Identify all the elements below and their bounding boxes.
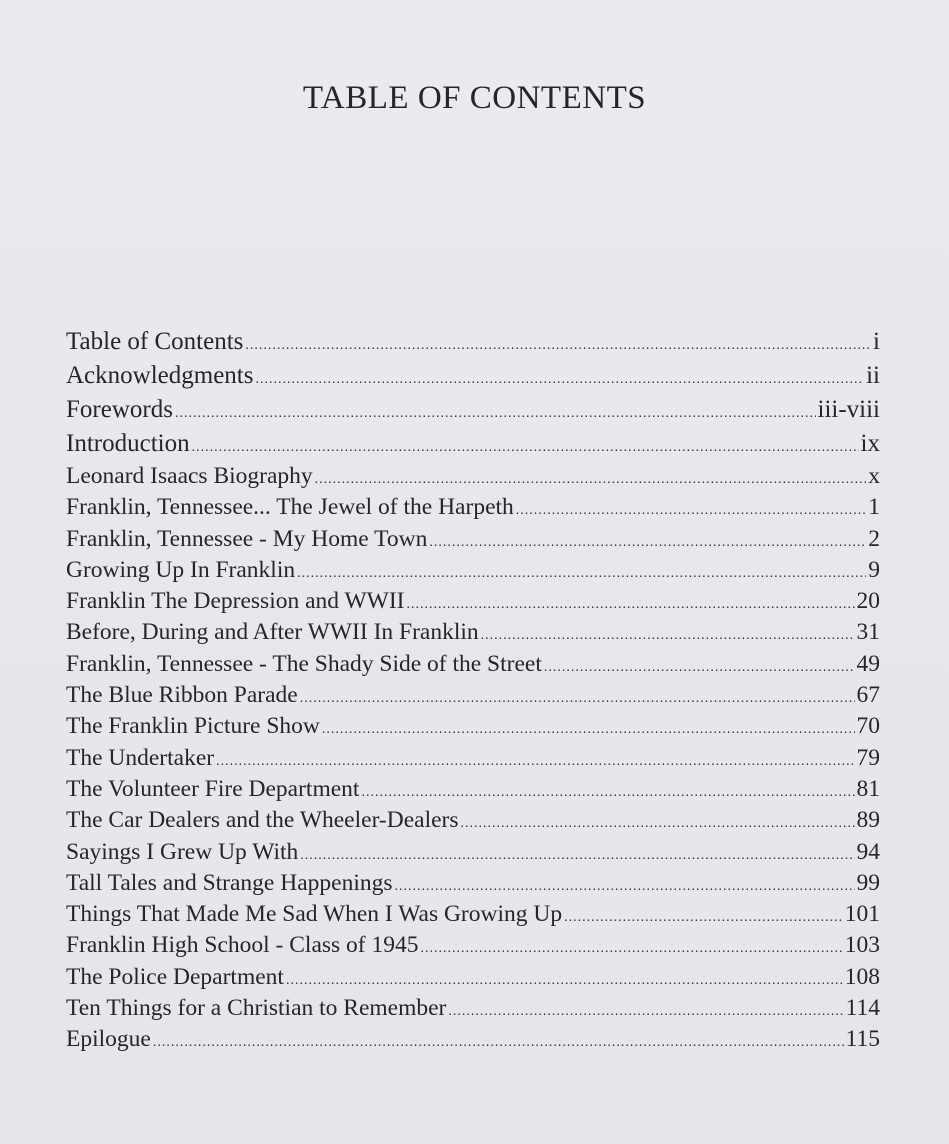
- toc-entry-title: Franklin High School - Class of 1945: [66, 932, 419, 959]
- toc-entry-page: 94: [856, 838, 880, 865]
- toc-entry: [66, 617, 880, 648]
- toc-entry-page: ix: [860, 430, 880, 457]
- toc-entry-title: Ten Things for a Christian to Remember: [66, 995, 447, 1022]
- dot-leader: [216, 746, 854, 777]
- dot-leader: [461, 808, 855, 839]
- toc-entry-title: Things That Made Me Sad When I Was Growing Up: [66, 901, 563, 928]
- toc-entry-title: Before, During and After WWII In Franklin: [66, 619, 479, 646]
- toc-entry-title: Forewords: [66, 396, 173, 423]
- dot-leader: [175, 397, 816, 431]
- toc-entry-title: The Car Dealers and the Wheeler-Dealers: [66, 807, 459, 834]
- toc-entry-title: Acknowledgments: [66, 362, 254, 389]
- toc-entry: [66, 461, 880, 492]
- dot-leader: [544, 652, 855, 683]
- toc-entry-title: The Undertaker: [66, 744, 215, 771]
- toc-entry: [66, 427, 880, 461]
- toc-entry: [66, 930, 880, 961]
- toc-entry: [66, 680, 880, 711]
- toc-entry-title: The Blue Ribbon Parade: [66, 682, 298, 709]
- toc-entry-page: iii-viii: [817, 396, 880, 423]
- dot-leader: [255, 363, 864, 397]
- toc-entry-title: Sayings I Grew Up With: [66, 838, 299, 865]
- toc-entry: [66, 993, 880, 1024]
- dot-leader: [448, 996, 843, 1027]
- dot-leader: [245, 329, 871, 363]
- toc-entry: [66, 492, 880, 523]
- toc-entry: [66, 325, 880, 359]
- toc-entry-title: Growing Up In Franklin: [66, 556, 296, 583]
- toc-entry-title: Epilogue: [66, 1026, 151, 1053]
- toc-entry: [66, 393, 880, 427]
- dot-leader: [395, 871, 855, 902]
- toc-entry-page: 103: [844, 932, 880, 959]
- toc-entry-title: Franklin, Tennessee - The Shady Side of the Street: [66, 650, 542, 677]
- toc-entry-page: 20: [856, 588, 880, 615]
- toc-entry: [66, 586, 880, 617]
- toc-entry: [66, 774, 880, 805]
- toc-entry: [66, 1024, 880, 1055]
- toc-entry-page: 1: [868, 494, 880, 521]
- toc-entry: [66, 837, 880, 868]
- dot-leader: [297, 558, 866, 589]
- toc-entry-page: 99: [856, 869, 880, 896]
- dot-leader: [564, 902, 843, 933]
- toc-entry: [66, 359, 880, 393]
- toc-entry-title: The Police Department: [66, 963, 284, 990]
- toc-entry-page: 114: [845, 995, 880, 1022]
- toc-entry: [66, 743, 880, 774]
- toc-entry-page: 9: [868, 556, 880, 583]
- toc-list: [66, 325, 880, 1056]
- toc-entry-page: 79: [856, 744, 880, 771]
- toc-entry: [66, 524, 880, 555]
- toc-entry-title: Franklin, Tennessee... The Jewel of the Harpeth: [66, 494, 514, 521]
- toc-entry-title: The Volunteer Fire Department: [66, 775, 360, 802]
- toc-entry-page: 31: [856, 619, 880, 646]
- dot-leader: [516, 495, 866, 526]
- dot-leader: [286, 965, 843, 996]
- dot-leader: [421, 933, 843, 964]
- toc-entry-page: 81: [856, 775, 880, 802]
- page-title: TABLE OF CONTENTS: [302, 80, 647, 116]
- dot-leader: [361, 777, 854, 808]
- toc-entry-page: 115: [845, 1026, 880, 1053]
- toc-entry-title: Table of Contents: [66, 328, 244, 355]
- dot-leader: [322, 714, 855, 745]
- toc-entry: [66, 899, 880, 930]
- toc-entry-title: Tall Tales and Strange Happenings: [66, 869, 393, 896]
- toc-entry-page: 101: [844, 901, 880, 928]
- toc-entry-page: i: [873, 328, 880, 355]
- toc-entry-page: ii: [866, 362, 880, 389]
- toc-entry: [66, 868, 880, 899]
- toc-entry: [66, 711, 880, 742]
- toc-entry-page: 89: [856, 807, 880, 834]
- toc-entry-page: 2: [868, 525, 880, 552]
- toc-entry-title: Franklin, Tennessee - My Home Town: [66, 525, 428, 552]
- dot-leader: [300, 840, 854, 871]
- dot-leader: [481, 620, 855, 651]
- toc-entry-page: 70: [856, 713, 880, 740]
- toc-entry-title: Introduction: [66, 430, 190, 457]
- dot-leader: [407, 589, 855, 620]
- dot-leader: [300, 683, 855, 714]
- toc-entry-page: 108: [844, 963, 880, 990]
- toc-entry-page: x: [868, 463, 880, 489]
- dot-leader: [429, 527, 866, 558]
- dot-leader: [192, 431, 859, 465]
- toc-entry-title: The Franklin Picture Show: [66, 713, 320, 740]
- toc-entry: [66, 962, 880, 993]
- dot-leader: [315, 464, 867, 495]
- toc-entry-page: 67: [856, 682, 880, 709]
- toc-entry: [66, 649, 880, 680]
- toc-entry-title: Leonard Isaacs Biography: [66, 463, 313, 489]
- dot-leader: [153, 1027, 844, 1058]
- toc-entry-page: 49: [856, 650, 880, 677]
- toc-entry-title: Franklin The Depression and WWII: [66, 588, 405, 615]
- toc-entry: [66, 555, 880, 586]
- toc-entry: [66, 805, 880, 836]
